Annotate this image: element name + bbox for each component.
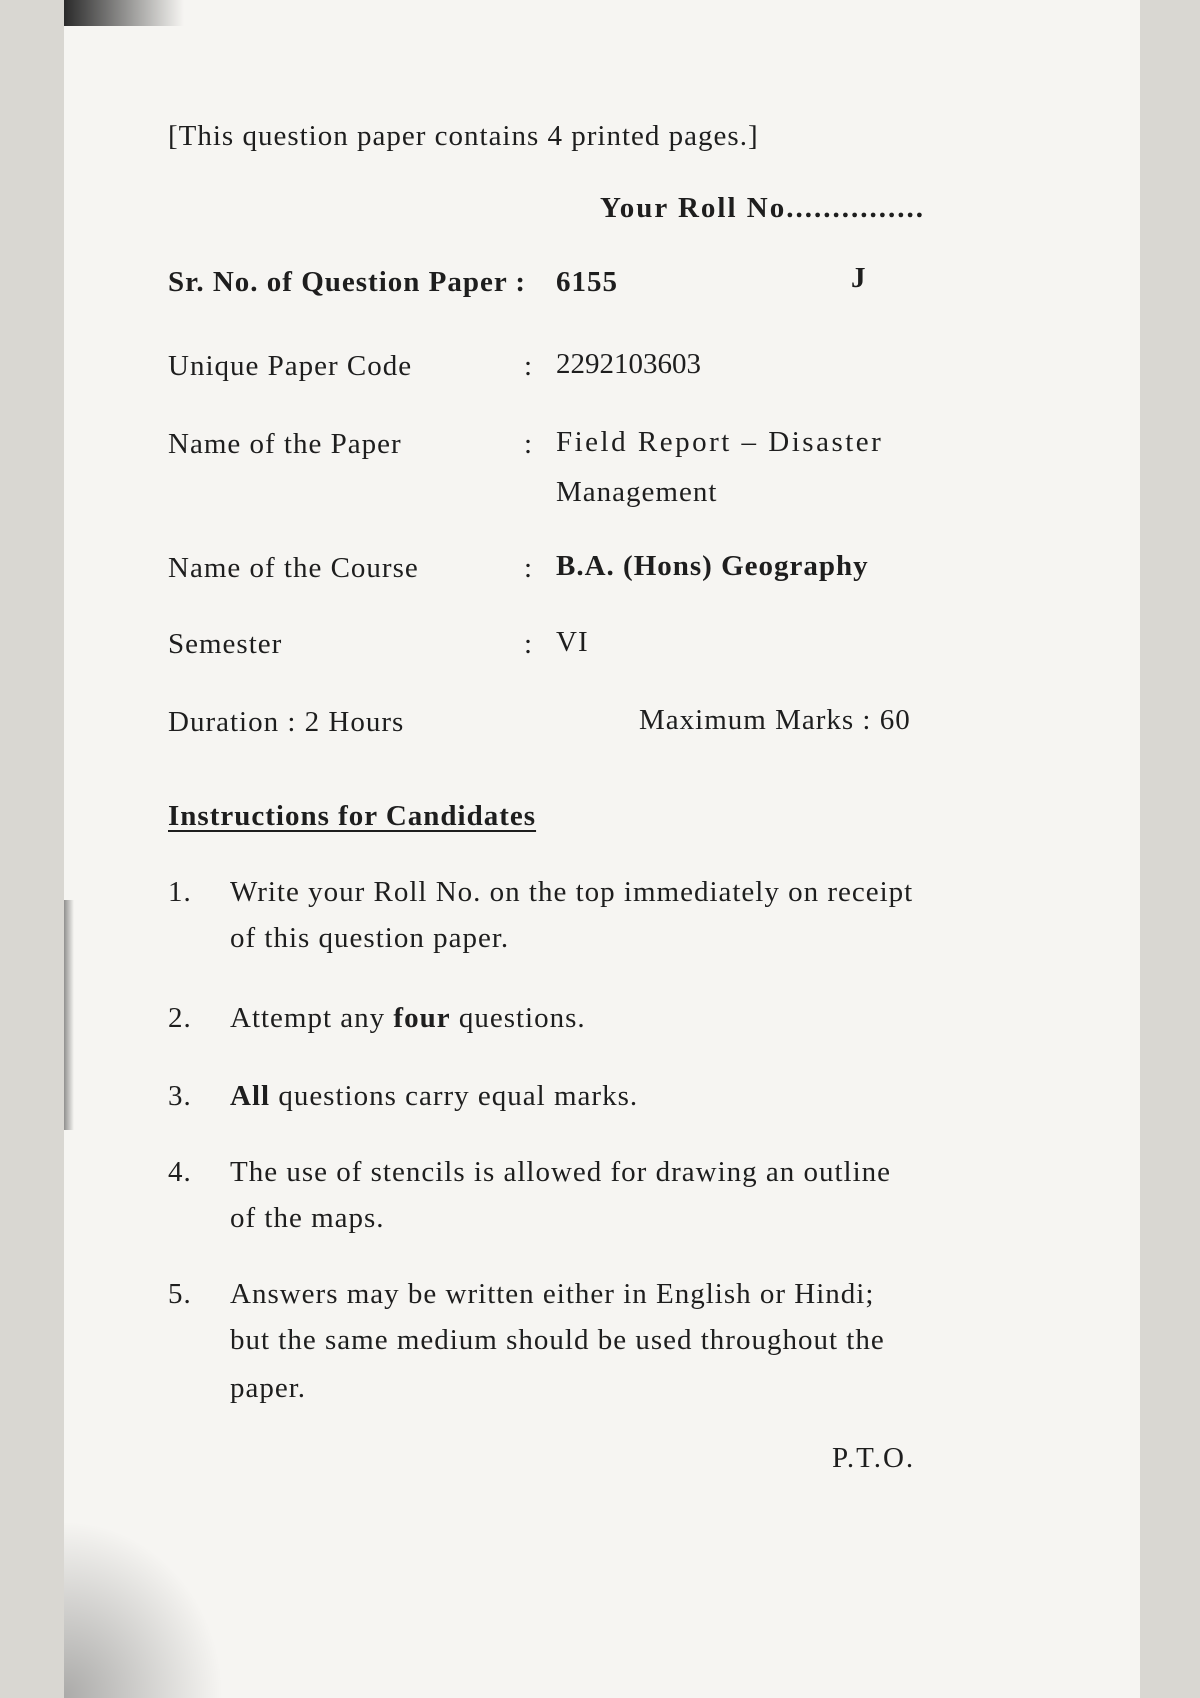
instruction-text	[230, 1002, 586, 1035]
page-count-note: [This question paper contains 4 printed pages.]	[168, 120, 759, 152]
semester-value: VI	[556, 626, 589, 658]
question-paper-page	[64, 0, 1140, 1698]
instruction-text: of this question paper.	[230, 922, 510, 954]
separator-colon: :	[524, 428, 533, 460]
instruction-emphasis: four	[393, 1002, 451, 1034]
paper-name-value-line1: Field Report – Disaster	[556, 426, 884, 458]
course-name-value: B.A. (Hons) Geography	[556, 550, 869, 582]
unique-code-label: Unique Paper Code	[168, 350, 413, 382]
semester-label: Semester	[168, 628, 283, 660]
instruction-number: 2.	[168, 1002, 192, 1034]
instruction-text: of the maps.	[230, 1202, 385, 1234]
roll-number-field: Your Roll No...............	[600, 192, 925, 224]
instruction-text: Write your Roll No. on the top immediately on receipt	[230, 876, 914, 908]
instruction-number: 1.	[168, 876, 192, 908]
course-name-label: Name of the Course	[168, 552, 419, 584]
sr-no-label: Sr. No. of Question Paper :	[168, 266, 527, 298]
instruction-text: Answers may be written either in English or Hindi;	[230, 1278, 875, 1310]
scan-shadow	[64, 1520, 224, 1698]
instruction-text: The use of stencils is allowed for drawing an outline	[230, 1156, 892, 1188]
instruction-text: paper.	[230, 1372, 307, 1404]
instruction-text	[230, 1080, 638, 1113]
separator-colon: :	[524, 350, 533, 382]
paper-name-label: Name of the Paper	[168, 428, 402, 460]
instruction-text: but the same medium should be used throughout the	[230, 1324, 885, 1356]
set-code: J	[851, 262, 867, 294]
instruction-text-part: questions.	[450, 1002, 586, 1034]
duration: Duration : 2 Hours	[168, 706, 405, 738]
separator-colon: :	[524, 628, 533, 660]
separator-colon: :	[524, 552, 533, 584]
instruction-number: 5.	[168, 1278, 192, 1310]
paper-name-value-line2: Management	[556, 476, 718, 508]
instructions-heading: Instructions for Candidates	[168, 800, 537, 832]
scan-shadow	[64, 0, 184, 26]
instruction-text-part: questions carry equal marks.	[270, 1080, 639, 1112]
instruction-number: 4.	[168, 1156, 192, 1188]
instruction-number: 3.	[168, 1080, 192, 1112]
maximum-marks: Maximum Marks : 60	[639, 704, 911, 736]
pto-note: P.T.O.	[832, 1442, 916, 1474]
instruction-emphasis: All	[230, 1080, 271, 1112]
sr-no-value: 6155	[556, 266, 618, 298]
instruction-text-part: Attempt any	[230, 1002, 394, 1034]
scan-shadow	[64, 900, 74, 1130]
unique-code-value: 2292103603	[556, 348, 701, 380]
